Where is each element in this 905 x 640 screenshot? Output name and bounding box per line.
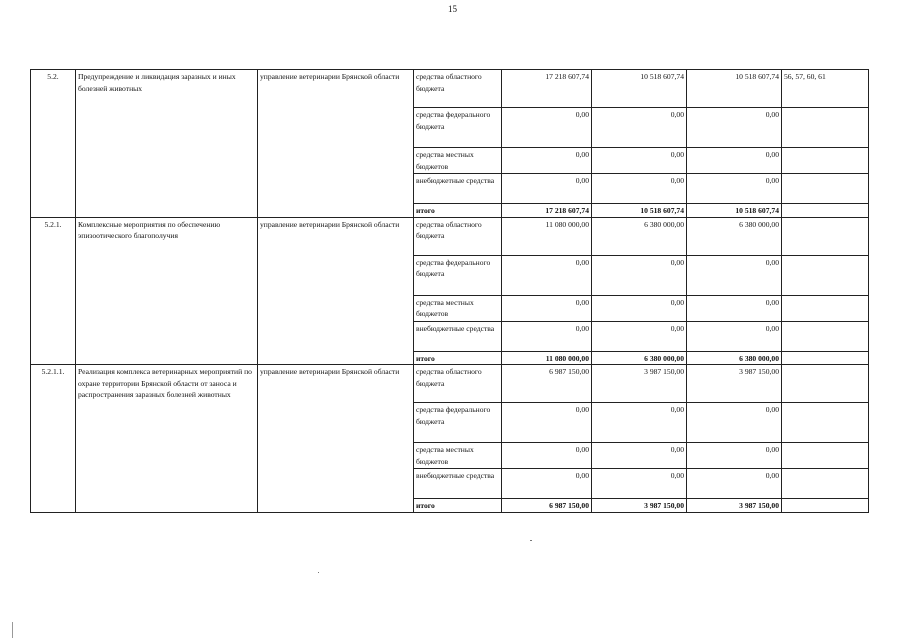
budget-table — [30, 69, 869, 513]
amount-v2: 0,00 — [592, 108, 687, 148]
funding-source-label: итого — [414, 204, 502, 218]
amount-v1: 0,00 — [502, 403, 592, 443]
scan-mark — [530, 540, 532, 541]
item-name: Предупреждение и ликвидация заразных и иных болезней животных — [76, 70, 258, 218]
amount-v2: 10 518 607,74 — [592, 204, 687, 218]
funding-source-label: средства областного бюджета — [414, 365, 502, 403]
indicator-refs — [782, 403, 869, 443]
indicator-refs — [782, 204, 869, 218]
amount-v1: 17 218 607,74 — [502, 204, 592, 218]
amount-v1: 0,00 — [502, 443, 592, 469]
indicator-refs — [782, 443, 869, 469]
amount-v2: 0,00 — [592, 148, 687, 174]
amount-v1: 11 080 000,00 — [502, 217, 592, 255]
item-executor: управление ветеринарии Брянской области — [258, 70, 414, 218]
table-row — [31, 365, 869, 403]
table-row — [31, 70, 869, 108]
amount-v2: 6 380 000,00 — [592, 217, 687, 255]
funding-source-label: средства местных бюджетов — [414, 443, 502, 469]
funding-source-label: внебюджетные средства — [414, 174, 502, 204]
funding-source-label: средства федерального бюджета — [414, 255, 502, 295]
amount-v1: 0,00 — [502, 295, 592, 321]
amount-v3: 0,00 — [687, 295, 782, 321]
amount-v3: 0,00 — [687, 148, 782, 174]
indicator-refs — [782, 321, 869, 351]
amount-v2: 0,00 — [592, 443, 687, 469]
amount-v1: 0,00 — [502, 321, 592, 351]
amount-v1: 0,00 — [502, 108, 592, 148]
funding-source-label: средства федерального бюджета — [414, 108, 502, 148]
amount-v3: 6 380 000,00 — [687, 217, 782, 255]
amount-v3: 0,00 — [687, 321, 782, 351]
amount-v1: 0,00 — [502, 148, 592, 174]
amount-v3: 10 518 607,74 — [687, 204, 782, 218]
indicator-refs — [782, 255, 869, 295]
indicator-refs — [782, 148, 869, 174]
funding-source-label: итого — [414, 351, 502, 365]
table-body — [31, 70, 869, 513]
amount-v1: 17 218 607,74 — [502, 70, 592, 108]
amount-v1: 11 080 000,00 — [502, 351, 592, 365]
item-number: 5.2. — [31, 70, 76, 218]
amount-v2: 3 987 150,00 — [592, 365, 687, 403]
amount-v1: 0,00 — [502, 255, 592, 295]
table-row — [31, 217, 869, 255]
item-number: 5.2.1. — [31, 217, 76, 365]
indicator-refs — [782, 365, 869, 403]
funding-source-label: итого — [414, 499, 502, 513]
page-number: 15 — [448, 4, 457, 14]
amount-v2: 0,00 — [592, 321, 687, 351]
funding-source-label: внебюджетные средства — [414, 321, 502, 351]
indicator-refs — [782, 217, 869, 255]
amount-v2: 6 380 000,00 — [592, 351, 687, 365]
amount-v2: 3 987 150,00 — [592, 499, 687, 513]
indicator-refs — [782, 295, 869, 321]
amount-v3: 10 518 607,74 — [687, 70, 782, 108]
item-executor: управление ветеринарии Брянской области — [258, 217, 414, 365]
item-name: Комплексные мероприятия по обеспечению эпизоотического благополучия — [76, 217, 258, 365]
amount-v2: 0,00 — [592, 295, 687, 321]
funding-source-label: средства местных бюджетов — [414, 295, 502, 321]
amount-v1: 6 987 150,00 — [502, 365, 592, 403]
amount-v2: 10 518 607,74 — [592, 70, 687, 108]
amount-v2: 0,00 — [592, 255, 687, 295]
indicator-refs: 56, 57, 60, 61 — [782, 70, 869, 108]
amount-v1: 0,00 — [502, 469, 592, 499]
amount-v3: 0,00 — [687, 108, 782, 148]
amount-v3: 0,00 — [687, 443, 782, 469]
scan-edge-mark — [12, 622, 13, 638]
amount-v3: 0,00 — [687, 255, 782, 295]
scan-mark — [318, 572, 319, 573]
item-number: 5.2.1.1. — [31, 365, 76, 513]
amount-v1: 0,00 — [502, 174, 592, 204]
amount-v2: 0,00 — [592, 174, 687, 204]
item-executor: управление ветеринарии Брянской области — [258, 365, 414, 513]
funding-source-label: средства областного бюджета — [414, 70, 502, 108]
item-name: Реализация комплекса ветеринарных мероприятий по охране территории Брянской области от заноса и распространения заразных болезней животных — [76, 365, 258, 513]
funding-source-label: внебюджетные средства — [414, 469, 502, 499]
indicator-refs — [782, 174, 869, 204]
amount-v3: 6 380 000,00 — [687, 351, 782, 365]
indicator-refs — [782, 108, 869, 148]
amount-v2: 0,00 — [592, 469, 687, 499]
indicator-refs — [782, 351, 869, 365]
funding-source-label: средства федерального бюджета — [414, 403, 502, 443]
amount-v2: 0,00 — [592, 403, 687, 443]
amount-v3: 0,00 — [687, 403, 782, 443]
indicator-refs — [782, 499, 869, 513]
amount-v1: 6 987 150,00 — [502, 499, 592, 513]
amount-v3: 0,00 — [687, 174, 782, 204]
amount-v3: 3 987 150,00 — [687, 365, 782, 403]
amount-v3: 0,00 — [687, 469, 782, 499]
funding-source-label: средства областного бюджета — [414, 217, 502, 255]
funding-source-label: средства местных бюджетов — [414, 148, 502, 174]
indicator-refs — [782, 469, 869, 499]
amount-v3: 3 987 150,00 — [687, 499, 782, 513]
